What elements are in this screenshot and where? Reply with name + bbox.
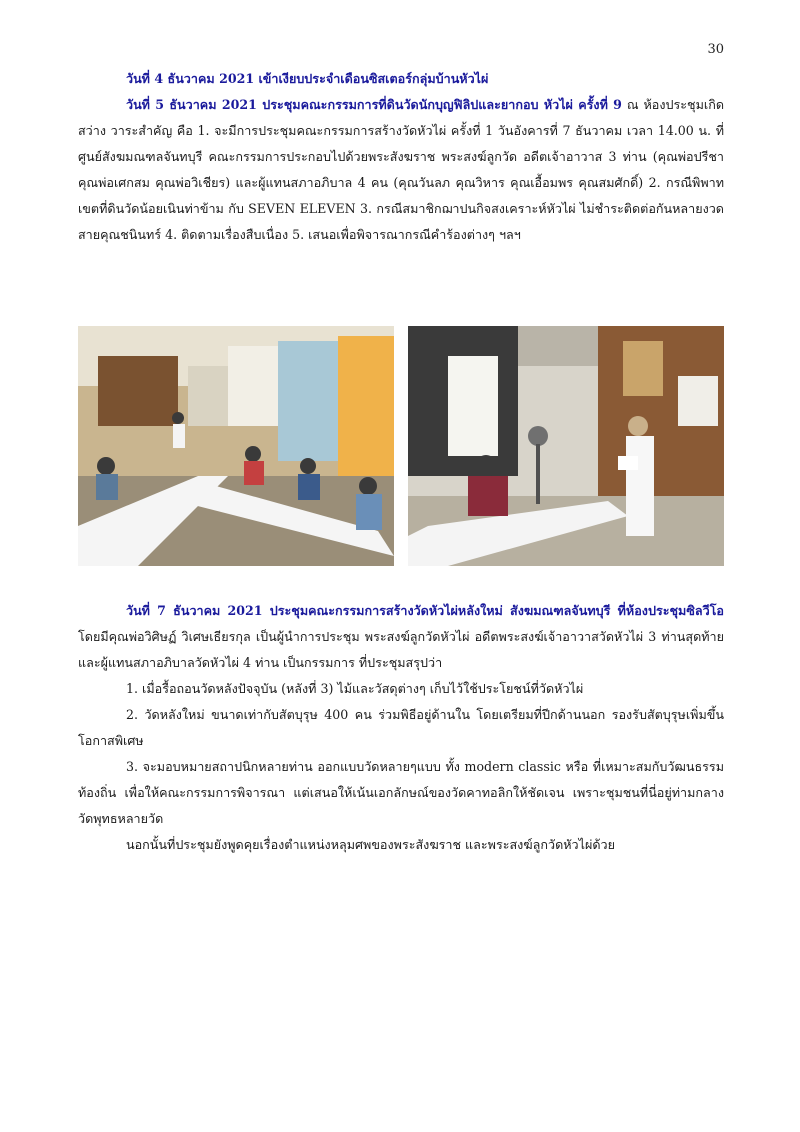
body-dec-7: โดยมีคุณพ่อวิศิษฏ์ วิเศษเธียรกุล เป็นผู้นำการประชุม พระสงฆ์ลูกวัดหัวไผ่ อดีตพระสงฆ์เจ้าอาวาสวัดหัวไผ่ 3 ท่านสุดท้าย และผู้แทนสภาอภิบาลวัดหัวไผ่ 4 ท่าน เป็นกรรมการ ที่ประชุมสรุปว่า: [78, 629, 724, 670]
heading-dec-5: วันที่ 5 ธันวาคม 2021 ประชุมคณะกรรมการที่ดินวัดนักบุญฟิลิปและยากอบ หัวไผ่ ครั้งที่ 9: [126, 97, 622, 112]
paragraph-dec-4: [78, 66, 724, 92]
photo-row: [78, 326, 724, 566]
priest-speaking-photo: [408, 326, 724, 566]
meeting-room-illustration: [78, 326, 394, 566]
list-item: 1. เมื่อรื้อถอนวัดหลังปัจจุบัน (หลังที่ 3) ไม้และวัสดุต่างๆ เก็บไว้ใช้ประโยชน์ที่วัดหัวไผ่: [126, 681, 584, 696]
list-item: 3. จะมอบหมายสถาปนิกหลายท่าน ออกแบบวัดหลายๆแบบ ทั้ง modern classic หรือ ที่เหมาะสมกับวัฒนธรรมท้องถิ่น เพื่อให้คณะกรรมการพิจารณา แต่เสนอให้เน้นเอกลักษณ์ของวัดคาทอลิกให้ชัดเจน เพราะชุมชนที่นี่อยู่ท่ามกลางวัดพุทธหลายวัด: [78, 759, 724, 826]
page-number: 30: [707, 42, 724, 57]
section-dec-7: [78, 598, 724, 858]
section-dec-4-5: [78, 66, 724, 248]
paragraph-dec-5: [78, 92, 724, 248]
heading-dec-7: วันที่ 7 ธันวาคม 2021 ประชุมคณะกรรมการสร้างวัดหัวไผ่หลังใหม่ สังฆมณฑลจันทบุรี ที่ห้องประชุมซิลวีโอ: [126, 603, 724, 618]
priest-speaking-illustration: [408, 326, 724, 566]
paragraph-dec-7: [78, 598, 724, 676]
heading-dec-4: วันที่ 4 ธันวาคม 2021 เข้าเงียบประจำเดือนซิสเตอร์กลุ่มบ้านหัวไผ่: [126, 71, 489, 86]
meeting-room-photo: [78, 326, 394, 566]
list-item: 2. วัดหลังใหม่ ขนาดเท่ากับสัตบุรุษ 400 คน ร่วมพิธีอยู่ด้านใน โดยเตรียมที่ปีกด้านนอก รองรับสัตบุรุษเพิ่มขึ้น โอกาสพิเศษ: [78, 707, 724, 748]
body-dec-5: ณ ห้องประชุมเกิดสว่าง วาระสำคัญ คือ 1. จะมีการประชุมคณะกรรมการสร้างวัดหัวไผ่ ครั้งที่ 1 วันอังคารที่ 7 ธันวาคม เวลา 14.00 น. ที่ศูนย์สังฆมณฑลจันทบุรี คณะกรรมการประกอบไปด้วยพระสังฆราช พระสงฆ์ลูกวัด อดีตเจ้าอาวาส 3 ท่าน (คุณพ่อปรีชา คุณพ่อเศกสม คุณพ่อวิเชียร) และผู้แทนสภาอภิบาล 4 คน (คุณวันลภ คุณวิหาร คุณเอื้อมพร คุณสมศักดิ์) 2. กรณีพิพาทเขตที่ดินวัดน้อยเนินท่าข้าม กับ SEVEN ELEVEN 3. กรณีสมาชิกฌาปนกิจสงเคราะห์หัวไผ่ ไม่ชำระติดต่อกันหลายงวดสายคุณชนินทร์ 4. ติดตามเรื่องสืบเนื่อง 5. เสนอเพื่อพิจารณากรณีคำร้องต่างๆ ฯลฯ: [78, 97, 724, 242]
closing-paragraph: นอกนั้นที่ประชุมยังพูดคุยเรื่องตำแหน่งหลุมศพของพระสังฆราช และพระสงฆ์ลูกวัดหัวไผ่ด้วย: [126, 837, 615, 852]
